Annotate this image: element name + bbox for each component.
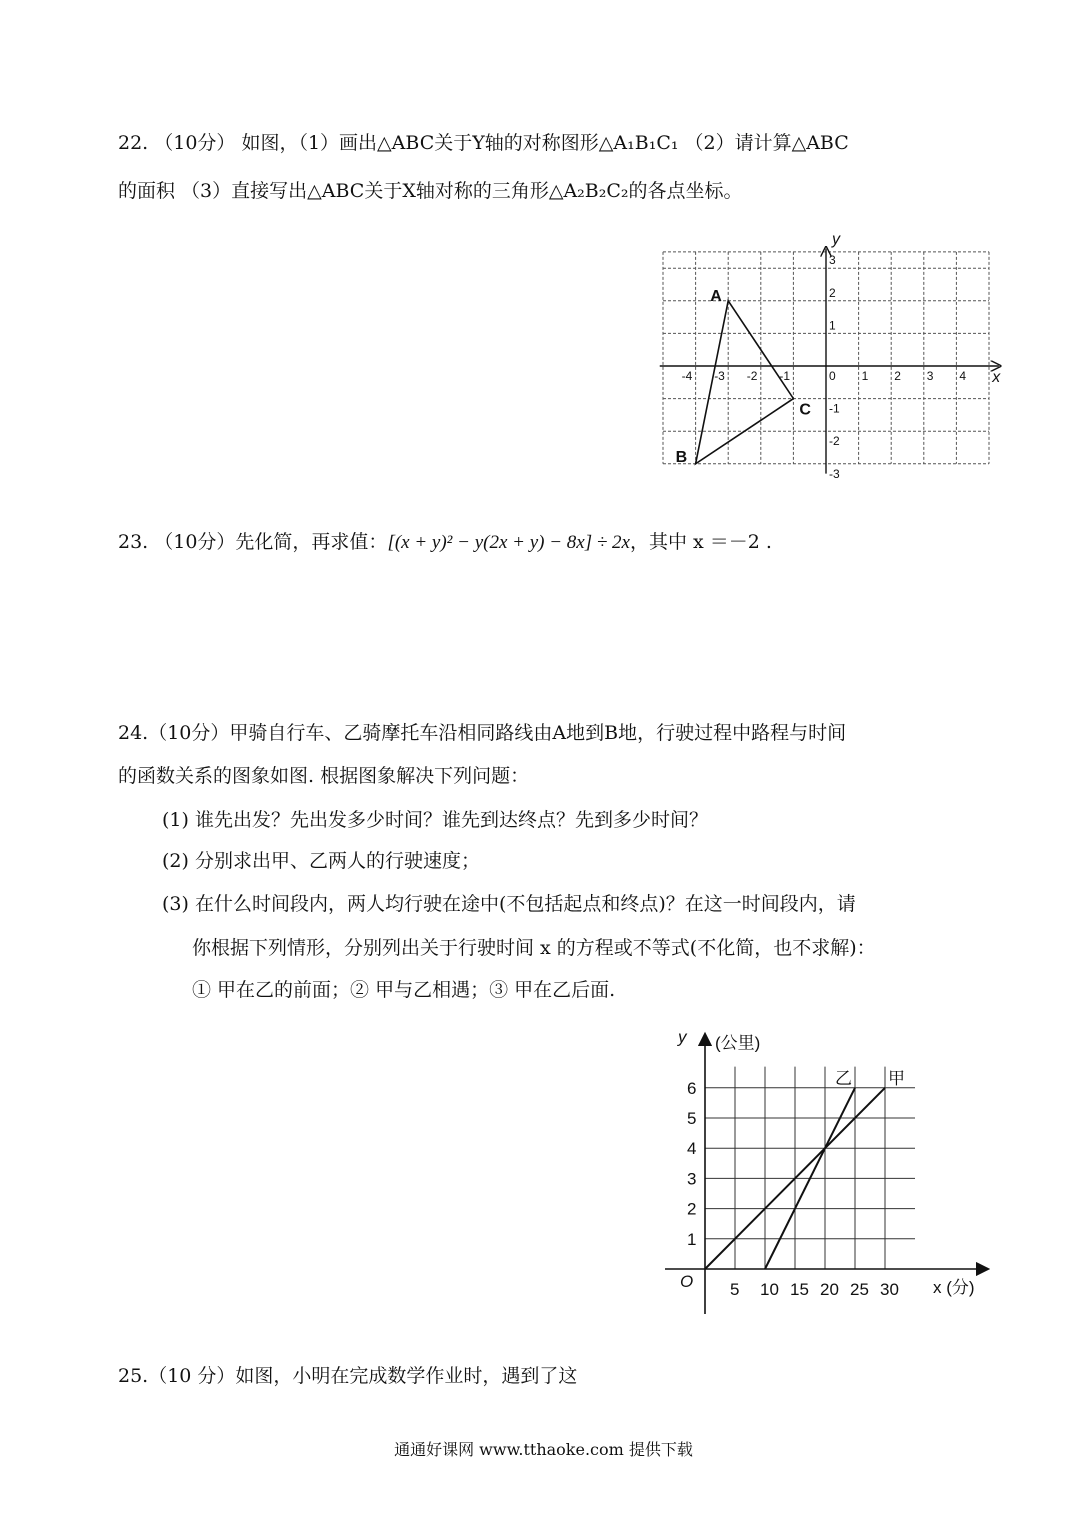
y-axis-label: y — [678, 1027, 687, 1047]
series-name-label: 甲 — [888, 1068, 905, 1088]
y-tick-label: 5 — [687, 1109, 697, 1128]
point-label-c: C — [799, 401, 811, 419]
q24-item3a: (3) 在什么时间段内，两人均行驶在途中(不包括起点和终点)？在这一时间段内，请 — [162, 893, 856, 915]
x-axis-label: x (分) — [933, 1278, 975, 1297]
point-label-b: B — [675, 448, 688, 466]
y-axis-label: y — [832, 230, 840, 248]
x-tick-label: 25 — [850, 1280, 869, 1299]
y-tick-label: 3 — [829, 253, 836, 268]
y-tick-label: 2 — [829, 285, 836, 300]
point-label-a: A — [710, 287, 722, 305]
q22-line2: 的面积 （3）直接写出△ABC关于X轴对称的三角形△A₂B₂C₂的各点坐标。 — [118, 180, 743, 202]
q22-coordinate-grid — [648, 230, 1008, 481]
q23-line — [118, 530, 772, 555]
y-tick-label: 1 — [829, 318, 836, 333]
q23-prefix: 23. （10分）先化简，再求值： — [118, 531, 388, 553]
x-tick-label: 4 — [959, 369, 967, 383]
q24-distance-time-chart — [650, 1020, 1000, 1320]
x-tick-label: 5 — [730, 1280, 740, 1299]
q22-line1: 22. （10分） 如图，（1）画出△ABC关于Y轴的对称图形△A₁B₁C₁ （2）请计算△ABC — [118, 132, 849, 154]
y-unit-label: (公里) — [715, 1033, 761, 1053]
y-tick-label: 3 — [687, 1169, 697, 1189]
page-footer: 通通好课网 www.tthaoke.com 提供下载 — [394, 1440, 693, 1459]
q23-expression: [(x + y)² − y(2x + y) − 8x] ÷ 2x — [387, 532, 630, 553]
series-name-label: 乙 — [835, 1068, 852, 1088]
y-tick-label: 6 — [687, 1078, 697, 1098]
x-tick-label: 2 — [894, 369, 901, 383]
x-tick-label: -4 — [681, 369, 693, 383]
q24-item3b: 你根据下列情形，分别列出关于行驶时间 x 的方程或不等式(不化简，也不求解)： — [192, 937, 876, 959]
x-tick-label: 0 — [829, 369, 836, 383]
q23-suffix: ，其中 x ＝－2 . — [629, 531, 772, 553]
x-tick-label: -3 — [714, 369, 725, 383]
q24-item3c: ① 甲在乙的前面；② 甲与乙相遇；③ 甲在乙后面. — [192, 979, 616, 1001]
x-tick-label: 30 — [880, 1280, 899, 1299]
q24-item2: (2) 分别求出甲、乙两人的行驶速度； — [162, 850, 480, 872]
y-tick-label: 4 — [687, 1139, 697, 1159]
x-tick-label: -1 — [779, 369, 791, 383]
q24-item1: (1) 谁先出发？先出发多少时间？谁先到达终点？先到多少时间？ — [162, 809, 708, 831]
x-tick-label: 1 — [861, 369, 869, 383]
y-tick-label: -2 — [829, 434, 840, 449]
q24-line2: 的函数关系的图象如图. 根据图象解决下列问题： — [118, 765, 530, 787]
x-tick-label: -2 — [746, 369, 758, 383]
x-tick-label: 20 — [820, 1280, 839, 1299]
x-tick-label: 10 — [760, 1280, 779, 1299]
q24-line1: 24.（10分）甲骑自行车、乙骑摩托车沿相同路线由A地到B地，行驶过程中路程与时间 — [118, 722, 847, 744]
origin-label: O — [680, 1272, 694, 1291]
y-tick-label: -3 — [829, 466, 840, 481]
q25-line1: 25.（10 分）如图，小明在完成数学作业时，遇到了这 — [118, 1365, 578, 1387]
x-tick-label: 15 — [790, 1280, 809, 1299]
y-tick-label: 2 — [687, 1199, 697, 1219]
x-axis-label: x — [992, 369, 1001, 386]
y-tick-label: -1 — [829, 401, 840, 416]
y-tick-label: 1 — [687, 1229, 697, 1249]
x-tick-label: 3 — [926, 369, 934, 383]
